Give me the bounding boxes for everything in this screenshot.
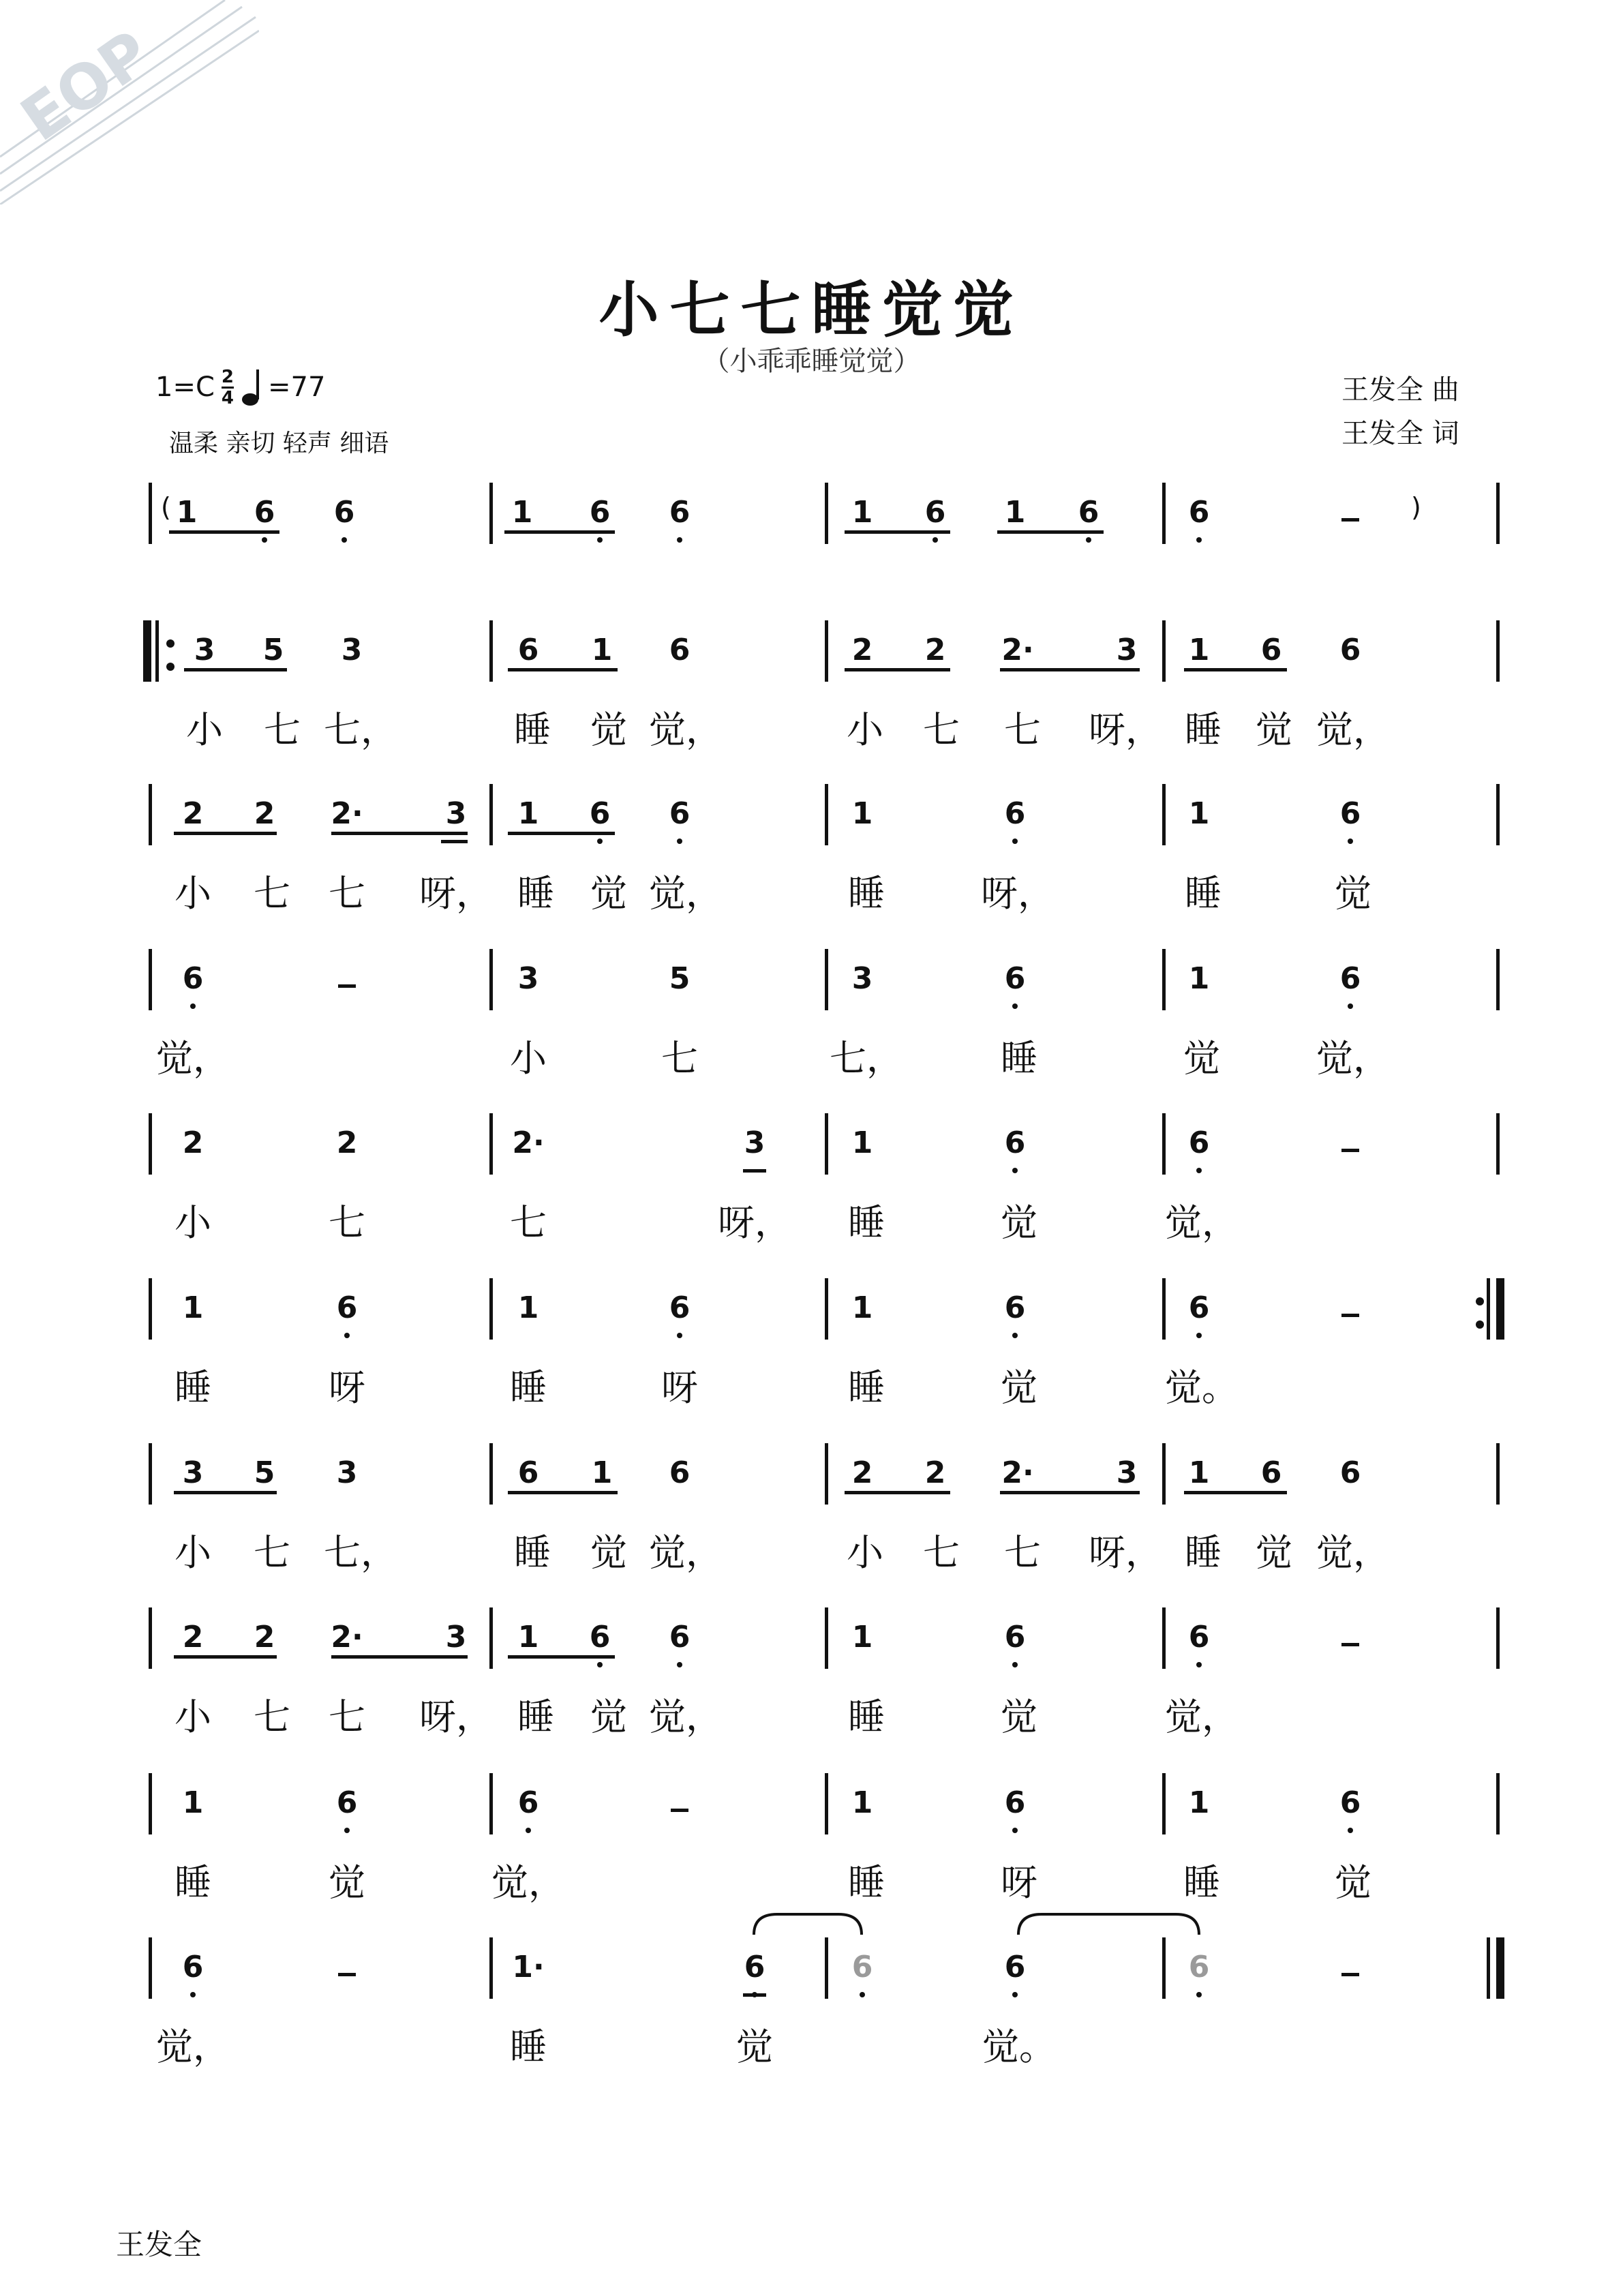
note: 6: [517, 633, 539, 667]
intro-open-paren: (: [161, 492, 171, 522]
note: 1: [511, 495, 533, 530]
tempo-value: =77: [268, 372, 326, 403]
lyric-syllable: 呀，: [718, 1201, 791, 1244]
lyric-syllable: 睡: [848, 1861, 885, 1904]
lyric-syllable: 觉: [1256, 708, 1292, 751]
note: 6: [1339, 633, 1361, 667]
lyric-syllable: 觉，: [1316, 708, 1390, 751]
note: 6: [1004, 1620, 1026, 1655]
lyric-syllable: 七，: [324, 708, 397, 751]
note: 6: [1188, 1950, 1210, 1984]
lyricist-credit: 王发全 词: [1341, 418, 1459, 449]
lyric-syllable: 睡: [1001, 1037, 1037, 1080]
song-title: 小七七睡觉觉: [598, 274, 1025, 345]
note: 2: [924, 633, 946, 667]
lyric-syllable: 呀，: [1089, 1531, 1162, 1574]
note: 6: [254, 495, 275, 530]
note: 1: [591, 633, 613, 667]
lyric-syllable: 觉: [590, 708, 627, 751]
note: 1: [1188, 1455, 1210, 1490]
note: 6: [1004, 1950, 1026, 1984]
lyric-syllable: 小: [175, 872, 211, 915]
note: 6: [517, 1785, 539, 1820]
note: 1: [517, 1290, 539, 1325]
note: 3: [1116, 1455, 1138, 1490]
lyric-syllable: 觉，: [649, 1695, 723, 1738]
note: 6: [1004, 1126, 1026, 1160]
lyric-syllable: 觉: [590, 1695, 627, 1738]
lyric-syllable: 觉，: [649, 1531, 723, 1574]
lyric-syllable: 小: [510, 1037, 547, 1080]
lyric-syllable: 小: [175, 1201, 211, 1244]
note: 6: [1339, 961, 1361, 996]
lyric-syllable: 觉: [1335, 1861, 1371, 1904]
lyric-syllable: 睡: [514, 1531, 551, 1574]
lyric-syllable: 觉。: [982, 2025, 1056, 2068]
note: 1·: [512, 1950, 545, 1984]
note: 6: [1260, 1455, 1282, 1490]
lyric-syllable: 觉: [590, 872, 627, 915]
lyric-syllable: 觉: [736, 2025, 773, 2068]
lyric-syllable: 七: [329, 872, 365, 915]
lyric-syllable: 睡: [1183, 1861, 1220, 1904]
note: 6: [1004, 1785, 1026, 1820]
note: 1: [851, 1620, 873, 1655]
lyric-syllable: 睡: [1185, 1531, 1222, 1574]
lyric-syllable: 觉，: [1165, 1201, 1239, 1244]
lyric-syllable: 小: [175, 1695, 211, 1738]
note: 6: [1339, 796, 1361, 831]
note: 6: [1004, 1290, 1026, 1325]
lyric-syllable: 觉，: [156, 2025, 230, 2068]
note: 6: [1078, 495, 1099, 530]
note: 6: [744, 1950, 765, 1984]
tie-arc: [754, 1914, 862, 1935]
note: 6: [669, 1455, 691, 1490]
note: 5: [669, 961, 691, 996]
note: 2: [924, 1455, 946, 1490]
note: 3: [194, 633, 215, 667]
lyric-syllable: 睡: [510, 1366, 547, 1409]
lyric-syllable: 觉，: [1316, 1037, 1390, 1080]
note: 1: [851, 796, 873, 831]
note: 6: [669, 796, 691, 831]
note: 3: [341, 633, 363, 667]
lyric-syllable: 觉，: [156, 1037, 230, 1080]
lyric-syllable: 觉: [1001, 1366, 1037, 1409]
note: 6: [851, 1950, 873, 1984]
note: 1: [1004, 495, 1026, 530]
note: 6: [182, 1950, 204, 1984]
note: 1: [851, 1126, 873, 1160]
lyric-syllable: 小: [847, 1531, 883, 1574]
note: 2: [851, 1455, 873, 1490]
song-subtitle: （小乖乖睡觉觉）: [702, 346, 921, 377]
note: 6: [589, 796, 611, 831]
lyric-syllable: 七: [510, 1201, 547, 1244]
lyric-syllable: 七: [264, 708, 301, 751]
note: 1: [1188, 796, 1210, 831]
note: 1: [1188, 961, 1210, 996]
note: 6: [1004, 961, 1026, 996]
lyric-syllable: 睡: [517, 1695, 554, 1738]
note: 3: [517, 961, 539, 996]
note: 3: [182, 1455, 204, 1490]
note: 2·: [331, 796, 363, 831]
note: 6: [333, 495, 355, 530]
note: 6: [669, 1620, 691, 1655]
note: 6: [589, 495, 611, 530]
note: 2·: [1001, 1455, 1034, 1490]
lyric-syllable: 呀: [1001, 1861, 1037, 1904]
lyric-syllable: 小: [847, 708, 883, 751]
lyric-syllable: 七，: [830, 1037, 903, 1080]
lyric-syllable: 呀，: [981, 872, 1055, 915]
note: 1: [591, 1455, 613, 1490]
time-signature-denominator: 4: [221, 387, 234, 408]
lyric-syllable: 呀，: [419, 872, 493, 915]
note: 5: [254, 1455, 275, 1490]
lyric-syllable: 觉: [1001, 1201, 1037, 1244]
note: 1: [182, 1290, 204, 1325]
lyric-syllable: 睡: [848, 1695, 885, 1738]
lyric-syllable: 睡: [175, 1366, 211, 1409]
lyric-syllable: 七: [923, 1531, 960, 1574]
lyric-syllable: 七: [923, 708, 960, 751]
note: 2·: [1001, 633, 1034, 667]
note: 1: [1188, 1785, 1210, 1820]
lyric-syllable: 睡: [1185, 708, 1222, 751]
intro-close-paren: ): [1411, 492, 1421, 522]
note: 1: [517, 1620, 539, 1655]
note: 3: [445, 1620, 467, 1655]
lyric-syllable: 睡: [510, 2025, 547, 2068]
note: 6: [1004, 796, 1026, 831]
note: 5: [262, 633, 284, 667]
note: 6: [336, 1785, 358, 1820]
lyric-syllable: 觉，: [1165, 1695, 1239, 1738]
note: 1: [176, 495, 198, 530]
lyric-syllable: 呀: [661, 1366, 698, 1409]
note: 2: [336, 1126, 358, 1160]
lyric-syllable: 小: [186, 708, 223, 751]
lyric-syllable: 觉: [1335, 872, 1371, 915]
note: 6: [669, 1290, 691, 1325]
lyric-syllable: 睡: [514, 708, 551, 751]
note: 6: [1188, 1290, 1210, 1325]
lyric-syllable: 觉: [590, 1531, 627, 1574]
lyric-syllable: 觉: [1256, 1531, 1292, 1574]
lyric-syllable: 睡: [517, 872, 554, 915]
note: 6: [182, 961, 204, 996]
note: 6: [1188, 495, 1210, 530]
note: 3: [336, 1455, 358, 1490]
lyric-syllable: 觉，: [1316, 1531, 1390, 1574]
expression-marking: 温柔 亲切 轻声 细语: [169, 429, 389, 457]
lyric-syllable: 觉，: [649, 708, 723, 751]
note: 6: [1188, 1620, 1210, 1655]
note: 6: [1339, 1785, 1361, 1820]
lyric-syllable: 睡: [848, 1366, 885, 1409]
lyric-syllable: 睡: [175, 1861, 211, 1904]
note: 2: [182, 796, 204, 831]
note: 6: [336, 1290, 358, 1325]
lyric-syllable: 呀，: [419, 1695, 493, 1738]
note: 2: [182, 1126, 204, 1160]
lyric-syllable: 睡: [1185, 872, 1222, 915]
lyric-syllable: 呀，: [1089, 708, 1162, 751]
note: 3: [744, 1126, 765, 1160]
lyric-syllable: 七: [329, 1695, 365, 1738]
note: 1: [1188, 633, 1210, 667]
note: 2: [254, 796, 275, 831]
lyric-syllable: 觉，: [649, 872, 723, 915]
lyric-syllable: 七: [254, 872, 290, 915]
note: 2: [254, 1620, 275, 1655]
lyric-syllable: 小: [175, 1531, 211, 1574]
lyric-syllable: 七: [661, 1037, 698, 1080]
note: 2·: [331, 1620, 363, 1655]
lyric-syllable: 七: [254, 1695, 290, 1738]
lyric-syllable: 觉: [329, 1861, 365, 1904]
note: 1: [182, 1785, 204, 1820]
lyric-syllable: 觉，: [491, 1861, 565, 1904]
note: 6: [924, 495, 946, 530]
tie-arc: [1018, 1914, 1199, 1935]
note: 3: [445, 796, 467, 831]
lyric-syllable: 七: [254, 1531, 290, 1574]
lyric-syllable: 七: [1004, 708, 1041, 751]
note: 3: [1116, 633, 1138, 667]
note: 1: [517, 796, 539, 831]
key-label: 1=C: [155, 372, 215, 403]
note: 6: [669, 495, 691, 530]
lyric-syllable: 睡: [848, 872, 885, 915]
note: 1: [851, 1290, 873, 1325]
note: 2·: [512, 1126, 545, 1160]
lyric-syllable: 呀: [329, 1366, 365, 1409]
note: 2: [851, 633, 873, 667]
note: 3: [851, 961, 873, 996]
note: 2: [182, 1620, 204, 1655]
note: 1: [851, 495, 873, 530]
lyric-syllable: 觉: [1001, 1695, 1037, 1738]
note: 6: [1188, 1126, 1210, 1160]
note: 6: [1260, 633, 1282, 667]
composer-credit: 王发全 曲: [1341, 374, 1459, 406]
lyric-syllable: 七: [329, 1201, 365, 1244]
footer-author: 王发全: [116, 2228, 202, 2261]
note: 6: [517, 1455, 539, 1490]
note: 6: [1339, 1455, 1361, 1490]
svg-text:EOP: EOP: [8, 17, 164, 156]
note: 6: [669, 633, 691, 667]
lyric-syllable: 七: [1004, 1531, 1041, 1574]
note: 1: [851, 1785, 873, 1820]
lyric-syllable: 觉: [1183, 1037, 1220, 1080]
lyric-syllable: 睡: [848, 1201, 885, 1244]
lyric-syllable: 七，: [324, 1531, 397, 1574]
lyric-syllable: 觉。: [1165, 1366, 1239, 1409]
time-signature-numerator: 2: [221, 366, 234, 387]
note: 6: [589, 1620, 611, 1655]
